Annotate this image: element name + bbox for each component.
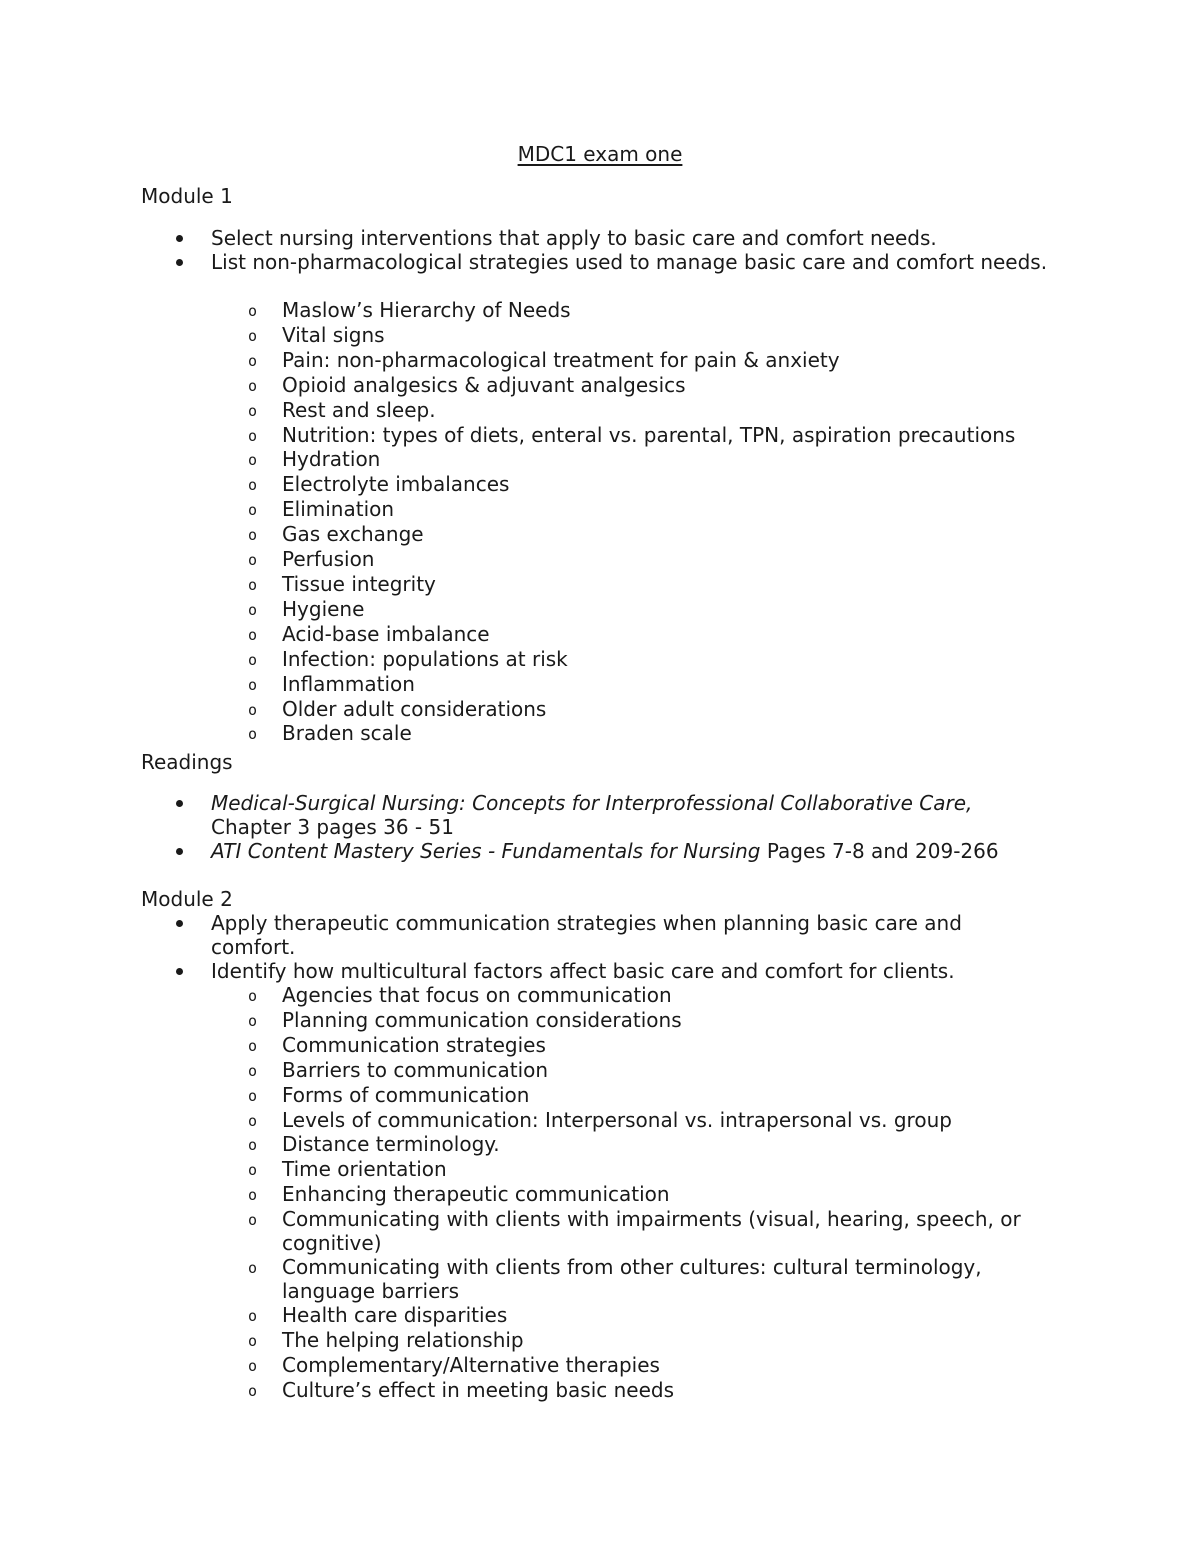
circle-bullet-icon: o xyxy=(248,1186,258,1205)
topic-item xyxy=(0,572,1200,597)
circle-bullet-icon: o xyxy=(248,625,258,644)
topic-text: Communicating with clients with impairments (visual, hearing, speech, or cognitive) xyxy=(282,1207,1021,1256)
topic-text: Acid-base imbalance xyxy=(282,621,490,646)
readings-list xyxy=(0,791,1200,863)
circle-bullet-icon: o xyxy=(248,1061,258,1080)
module-1-heading: Module 1 xyxy=(141,184,233,208)
topic-item xyxy=(0,398,1200,423)
topic-item xyxy=(0,1033,1200,1058)
topic-text: Elimination xyxy=(282,497,395,522)
circle-bullet-icon: o xyxy=(248,376,258,395)
topic-item xyxy=(0,522,1200,547)
circle-bullet-icon: o xyxy=(248,302,258,320)
circle-bullet-icon: o xyxy=(248,700,258,719)
readings-heading: Readings xyxy=(141,750,233,774)
topic-text: Hydration xyxy=(282,447,381,472)
topic-text: Communicating with clients from other cultures: cultural terminology, language barriers xyxy=(282,1255,982,1304)
circle-bullet-icon: o xyxy=(248,1036,258,1055)
topic-item xyxy=(0,373,1200,398)
topic-item xyxy=(0,1058,1200,1083)
topic-text: Distance terminology. xyxy=(282,1132,500,1157)
topic-text: Planning communication considerations xyxy=(282,1007,682,1032)
topic-text: Tissue integrity xyxy=(282,571,436,596)
topic-item xyxy=(0,1157,1200,1182)
reading-detail: Pages 7-8 and 209-266 xyxy=(760,839,999,863)
topic-item xyxy=(0,697,1200,722)
circle-bullet-icon: o xyxy=(248,1136,258,1155)
topic-text: Gas exchange xyxy=(282,522,424,547)
topic-item xyxy=(0,983,1200,1008)
topic-text: Braden scale xyxy=(282,721,412,746)
topic-text: Nutrition: types of diets, enteral vs. parental, TPN, aspiration precautions xyxy=(282,422,1016,447)
page-title: MDC1 exam one xyxy=(517,142,683,166)
circle-bullet-icon: o xyxy=(248,1356,258,1375)
topic-text: Pain: non-pharmacological treatment for pain & anxiety xyxy=(282,347,840,372)
topic-item xyxy=(0,1083,1200,1108)
reading-title: Medical-Surgical Nursing: Concepts for Interprofessional Collaborative Care, xyxy=(211,791,973,815)
topic-item xyxy=(0,323,1200,348)
circle-bullet-icon: o xyxy=(248,725,258,744)
circle-bullet-icon: o xyxy=(248,1161,258,1180)
circle-bullet-icon: o xyxy=(248,426,258,445)
topic-item xyxy=(0,1378,1200,1403)
topic-item xyxy=(0,1182,1200,1207)
circle-bullet-icon: o xyxy=(248,987,258,1005)
circle-bullet-icon: o xyxy=(248,1211,258,1230)
topic-text: Older adult considerations xyxy=(282,696,547,721)
topic-item xyxy=(0,622,1200,647)
reading-item xyxy=(0,839,1200,863)
circle-bullet-icon: o xyxy=(248,1086,258,1105)
circle-bullet-icon: o xyxy=(248,1332,258,1351)
topic-text: Forms of communication xyxy=(282,1082,530,1107)
module-1-topics xyxy=(0,298,1200,746)
topic-text: Agencies that focus on communication xyxy=(282,983,672,1007)
topic-text: Inflammation xyxy=(282,671,415,696)
topic-item xyxy=(0,672,1200,697)
circle-bullet-icon: o xyxy=(248,1259,258,1278)
reading-title: ATI Content Mastery Series - Fundamentals for Nursing xyxy=(211,839,761,863)
circle-bullet-icon: o xyxy=(248,1011,258,1030)
circle-bullet-icon: o xyxy=(248,1307,258,1326)
module-2-topics xyxy=(0,983,1200,1403)
topic-item xyxy=(0,1255,1200,1303)
topic-text: Communication strategies xyxy=(282,1032,546,1057)
module-2-heading: Module 2 xyxy=(141,887,233,911)
topic-item xyxy=(0,547,1200,572)
module-1-objectives xyxy=(0,226,1200,274)
circle-bullet-icon: o xyxy=(248,326,258,345)
topic-text: Hygiene xyxy=(282,596,365,621)
list-item: List non-pharmacological strategies used to manage basic care and comfort needs. xyxy=(0,250,1200,274)
circle-bullet-icon: o xyxy=(248,401,258,420)
list-item: Select nursing interventions that apply to basic care and comfort needs. xyxy=(0,226,1200,250)
topic-text: Culture’s effect in meeting basic needs xyxy=(282,1377,675,1402)
topic-item xyxy=(0,472,1200,497)
topic-text: Opioid analgesics & adjuvant analgesics xyxy=(282,372,686,397)
topic-text: Time orientation xyxy=(282,1157,447,1182)
circle-bullet-icon: o xyxy=(248,600,258,619)
topic-text: Complementary/Alternative therapies xyxy=(282,1352,660,1377)
topic-text: Enhancing therapeutic communication xyxy=(282,1182,670,1207)
topic-text: Electrolyte imbalances xyxy=(282,472,510,497)
circle-bullet-icon: o xyxy=(248,526,258,545)
topic-text: Maslow’s Hierarchy of Needs xyxy=(282,298,571,322)
topic-item xyxy=(0,423,1200,448)
topic-item xyxy=(0,1132,1200,1157)
topic-item xyxy=(0,1303,1200,1328)
list-item: Apply therapeutic communication strategies when planning basic care and comfort. xyxy=(0,911,1200,959)
circle-bullet-icon: o xyxy=(248,1381,258,1400)
topic-text: Rest and sleep. xyxy=(282,397,436,422)
topic-item xyxy=(0,497,1200,522)
topic-item xyxy=(0,721,1200,746)
topic-text: Levels of communication: Interpersonal vs. intrapersonal vs. group xyxy=(282,1107,952,1132)
topic-item xyxy=(0,1328,1200,1353)
topic-item xyxy=(0,348,1200,373)
topic-item xyxy=(0,597,1200,622)
reading-detail: Chapter 3 pages 36 - 51 xyxy=(211,815,454,839)
circle-bullet-icon: o xyxy=(248,501,258,520)
circle-bullet-icon: o xyxy=(248,476,258,495)
circle-bullet-icon: o xyxy=(248,351,258,370)
list-item: Identify how multicultural factors affect basic care and comfort for clients. xyxy=(0,959,1200,983)
topic-item xyxy=(0,1353,1200,1378)
circle-bullet-icon: o xyxy=(248,650,258,669)
reading-item xyxy=(0,791,1200,839)
topic-text: Health care disparities xyxy=(282,1303,508,1328)
circle-bullet-icon: o xyxy=(248,1111,258,1130)
topic-text: Perfusion xyxy=(282,547,375,572)
topic-item xyxy=(0,1108,1200,1133)
circle-bullet-icon: o xyxy=(248,551,258,570)
topic-item xyxy=(0,1207,1200,1255)
topic-item xyxy=(0,447,1200,472)
topic-item xyxy=(0,1008,1200,1033)
topic-item xyxy=(0,298,1200,323)
circle-bullet-icon: o xyxy=(248,451,258,470)
topic-text: Barriers to communication xyxy=(282,1057,549,1082)
circle-bullet-icon: o xyxy=(248,675,258,694)
topic-text: Infection: populations at risk xyxy=(282,646,568,671)
module-2-objectives xyxy=(0,911,1200,983)
topic-text: The helping relationship xyxy=(282,1328,524,1353)
topic-item xyxy=(0,647,1200,672)
topic-text: Vital signs xyxy=(282,322,385,347)
circle-bullet-icon: o xyxy=(248,575,258,594)
